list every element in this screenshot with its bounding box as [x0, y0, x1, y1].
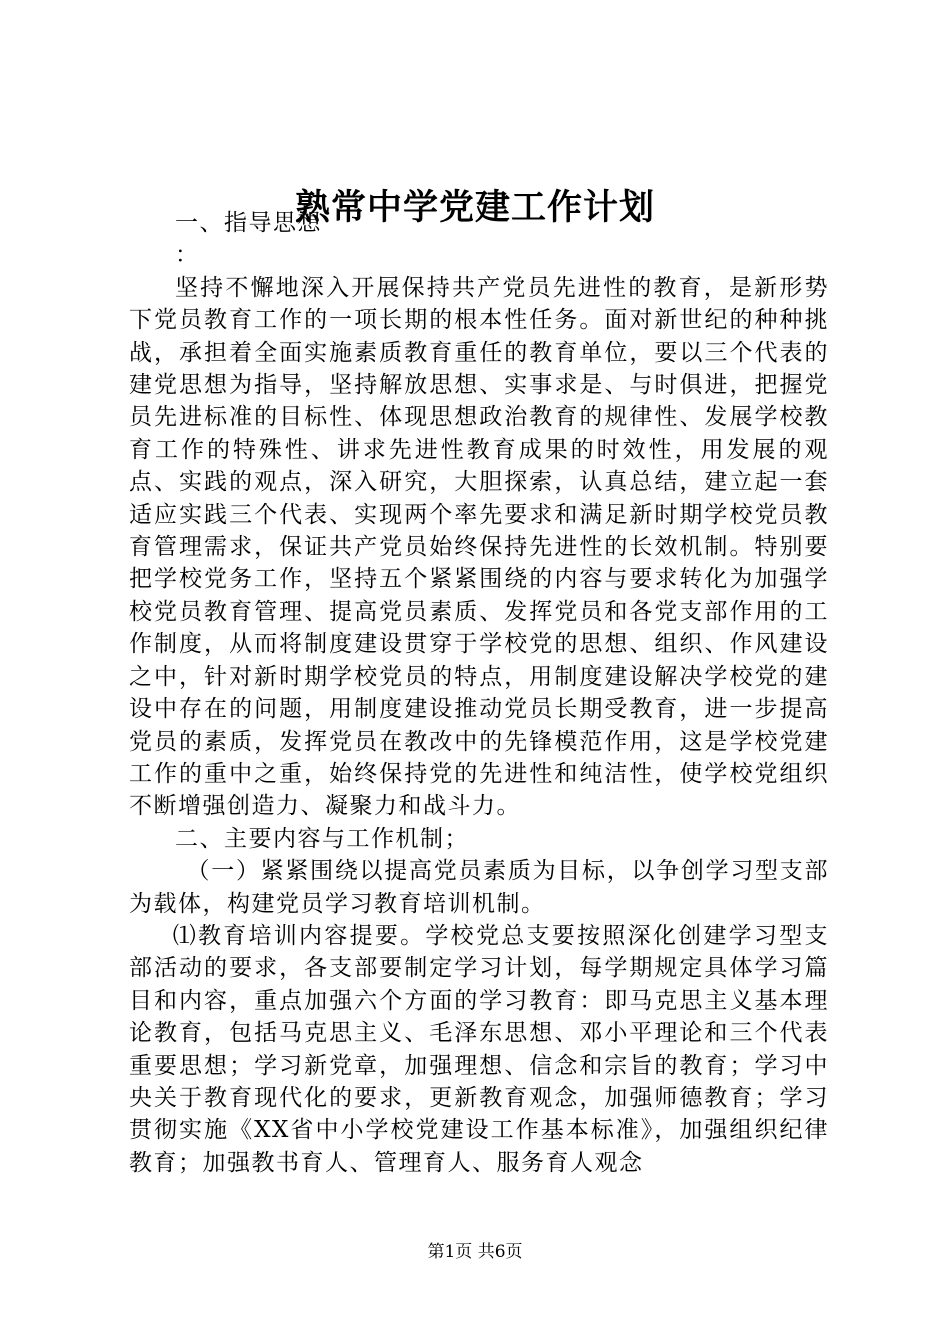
heading-colon: ：: [175, 242, 200, 269]
paragraph-guiding-ideology: 坚持不懈地深入开展保持共产党员先进性的教育，是新形势下党员教育工作的一项长期的根本性任务。面对新世纪的种种挑战，承担着全面实施素质教育重任的教育单位，要以三个代表的建党思想为指导，坚持解放思想、实事求是、与时俱进，把握党员先进标准的目标性、体现思想政治教育的规律性、发展学校教育工作的特殊性、讲求先进性教育成果的时效性，用发展的观点、实践的观点，深入研究，大胆探索，认真总结，建立起一套适应实践三个代表、实现两个率先要求和满足新时期学校党员教育管理需求，保证共产党员始终保持先进性的长效机制。特别要把学校党务工作，坚持五个紧紧围绕的内容与要求转化为加强学校党员教育管理、提高党员素质、发挥党员和各党支部作用的工作制度，从而将制度建设贯穿于学校党的思想、组织、作风建设之中，针对新时期学校党员的特点，用制度建设解决学校党的建设中存在的问题，用制度建设推动党员长期受教育，进一步提高党员的素质，发挥党员在教改中的先锋模范作用，这是学校党建工作的重中之重，始终保持党的先进性和纯洁性，使学校党组织不断增强创造力、凝聚力和战斗力。: [129, 274, 829, 820]
document-title: 熟常中学党建工作计划: [294, 187, 655, 228]
subsection-heading-study-mechanism: （一）紧紧围绕以提高党员素质为目标，以争创学习型支部为载体，构建党员学习教育培训机制。: [129, 858, 829, 917]
page-footer: 第1页 共6页: [427, 1242, 523, 1262]
section-heading-main-content: 二、主要内容与工作机制；: [175, 825, 469, 852]
document-body: [129, 207, 829, 1179]
list-item-training-content: ⑴教育培训内容提要。学校党总支要按照深化创建学习型支部活动的要求，各支部要制定学习计划，每学期规定具体学习篇目和内容，重点加强六个方面的学习教育：即马克思主义基本理论教育，包括马克思主义、毛泽东思想、邓小平理论和三个代表重要思想；学习新党章，加强理想、信念和宗旨的教育；学习中央关于教育现代化的要求，更新教育观念，加强师德教育；学习贯彻实施《XX省中小学校党建设工作基本标准》，加强组织纪律教育；加强教书育人、管理育人、服务育人观念: [129, 922, 829, 1176]
section-heading-guiding-ideology: 一、指导思想: [175, 210, 322, 236]
